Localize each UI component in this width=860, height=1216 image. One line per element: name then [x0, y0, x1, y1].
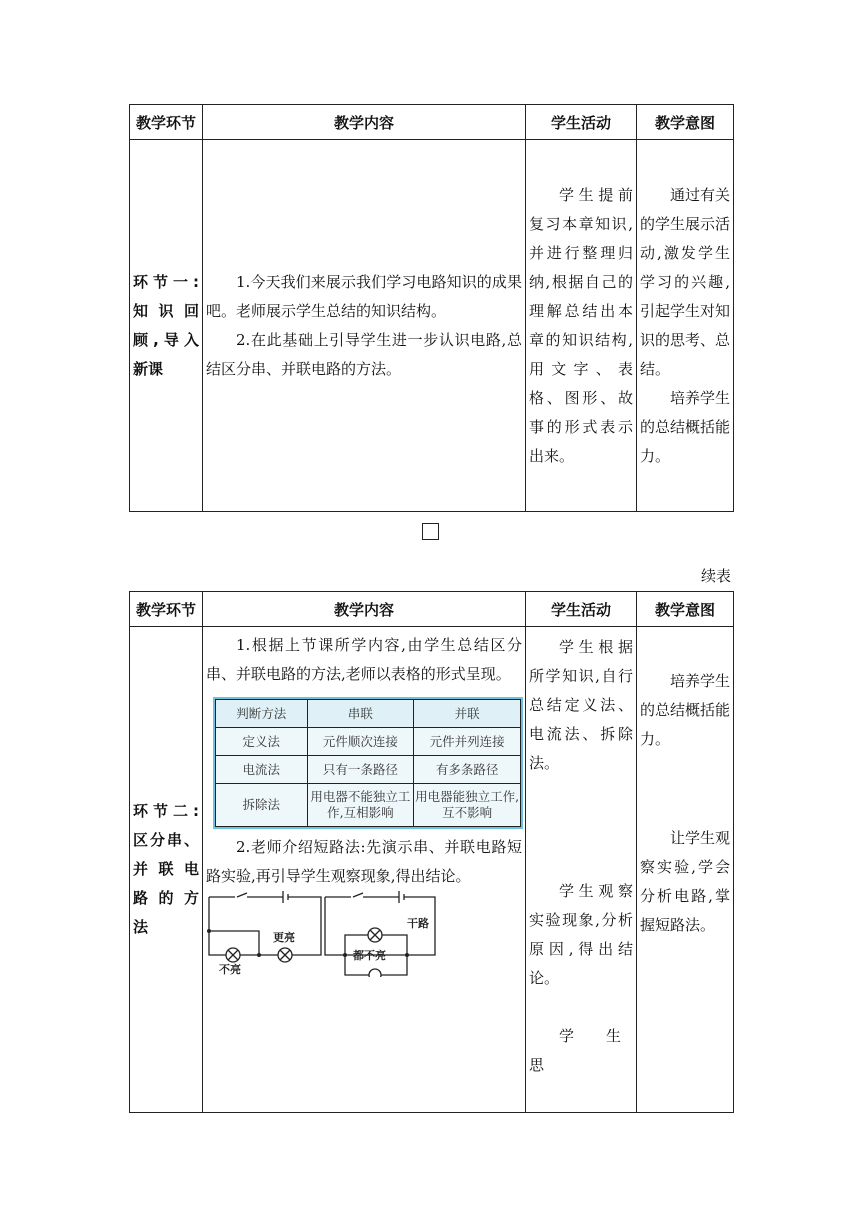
- activity-text: 学生思: [529, 1027, 633, 1074]
- header-content: 教学内容: [203, 592, 526, 627]
- header-intent: 教学意图: [637, 592, 734, 627]
- mini-cell: 定义法: [216, 728, 308, 756]
- header-content: 教学内容: [203, 105, 526, 140]
- intent-text: 通过有关的学生展示活动,激发学生学习的兴趣,引起学生对知识的思考、总结。: [640, 185, 731, 378]
- mini-header-cell: 并联: [414, 700, 521, 728]
- stage-line: 知识回: [133, 301, 199, 320]
- header-row: [130, 105, 734, 140]
- stage-line: 区分串、: [133, 831, 199, 849]
- stage-line: 并联电: [133, 860, 199, 878]
- stage-line: 顾,导入: [133, 330, 199, 349]
- intent-text: 培养学生的总结概括能力。: [640, 388, 731, 465]
- header-activity: 学生活动: [526, 105, 637, 140]
- content-paragraph: 1.根据上节课所学内容,由学生总结区分串、并联电路的方法,老师以表格的形式呈现。: [206, 636, 522, 683]
- intent-cell: [637, 627, 734, 1113]
- mini-cell: 用电器能独立工作,互不影响: [414, 784, 521, 827]
- table-row: [130, 140, 734, 512]
- header-intent: 教学意图: [637, 105, 734, 140]
- mini-row: [216, 728, 521, 756]
- header-activity: 学生活动: [526, 592, 637, 627]
- activity-text: 学生提前复习本章知识,并进行整理归纳,根据自己的理解总结出本章的知识结构,用文字、表格、图形、故事的形式表示出来。: [529, 185, 633, 465]
- mini-row: [216, 756, 521, 784]
- stage-line: 新课: [133, 359, 164, 378]
- intent-text: 培养学生的总结概括能力。: [640, 672, 731, 748]
- header-stage: 教学环节: [130, 592, 203, 627]
- content-cell: [203, 627, 526, 1113]
- label-bright: 更亮: [273, 931, 295, 944]
- intent-text: 让学生观察实验,学会分析电路,掌握短路法。: [640, 829, 731, 934]
- mini-cell: 用电器不能独立工作,互相影响: [307, 784, 414, 827]
- mini-cell: 拆除法: [216, 784, 308, 827]
- intent-cell: [637, 140, 734, 512]
- header-row: [130, 592, 734, 627]
- continued-label: 续表: [700, 567, 731, 585]
- stage-line: 环节二:: [133, 802, 199, 820]
- mini-cell: 元件顺次连接: [307, 728, 414, 756]
- stage-line: 路的方: [133, 889, 199, 907]
- stage-line: 法: [133, 918, 149, 936]
- content-paragraph: 1.今天我们来展示我们学习电路知识的成果吧。老师展示学生总结的知识结构。: [206, 272, 522, 320]
- mini-cell: 元件并列连接: [414, 728, 521, 756]
- label-short: 干路: [407, 917, 429, 930]
- mini-header-cell: 判断方法: [216, 700, 308, 728]
- stage-line: 环节一:: [133, 272, 199, 291]
- content-paragraph: 2.老师介绍短路法:先演示串、并联电路短路实验,再引导学生观察现象,得出结论。: [206, 838, 522, 885]
- lesson-table-2: [129, 591, 734, 1113]
- label-dark: 不亮: [219, 963, 241, 976]
- stage-cell: [130, 140, 203, 512]
- label-all-dark: 都不亮: [353, 949, 386, 962]
- activity-cell: [526, 627, 637, 1113]
- mini-header-row: [216, 700, 521, 728]
- mini-row: [216, 784, 521, 827]
- activity-text: 学生根据所学知识,自行总结定义法、电流法、拆除法。: [529, 638, 633, 772]
- mini-header-cell: 串联: [307, 700, 414, 728]
- table-row: [130, 627, 734, 1113]
- content-cell: [203, 140, 526, 512]
- circuit-svg: [207, 891, 443, 977]
- mini-cell: 电流法: [216, 756, 308, 784]
- activity-text: 学生观察实验现象,分析原因,得出结论。: [529, 882, 633, 987]
- methods-table-image: [213, 697, 523, 829]
- header-stage: 教学环节: [130, 105, 203, 140]
- mini-cell: 只有一条路径: [307, 756, 414, 784]
- stage-cell: [130, 627, 203, 1113]
- mini-cell: 有多条路径: [414, 756, 521, 784]
- circuit-diagram: [207, 891, 525, 981]
- content-paragraph: 2.在此基础上引导学生进一步认识电路,总结区分串、并联电路的方法。: [206, 330, 522, 378]
- empty-box-icon: [422, 523, 439, 540]
- activity-cell: [526, 140, 637, 512]
- lesson-table-1: [129, 104, 734, 512]
